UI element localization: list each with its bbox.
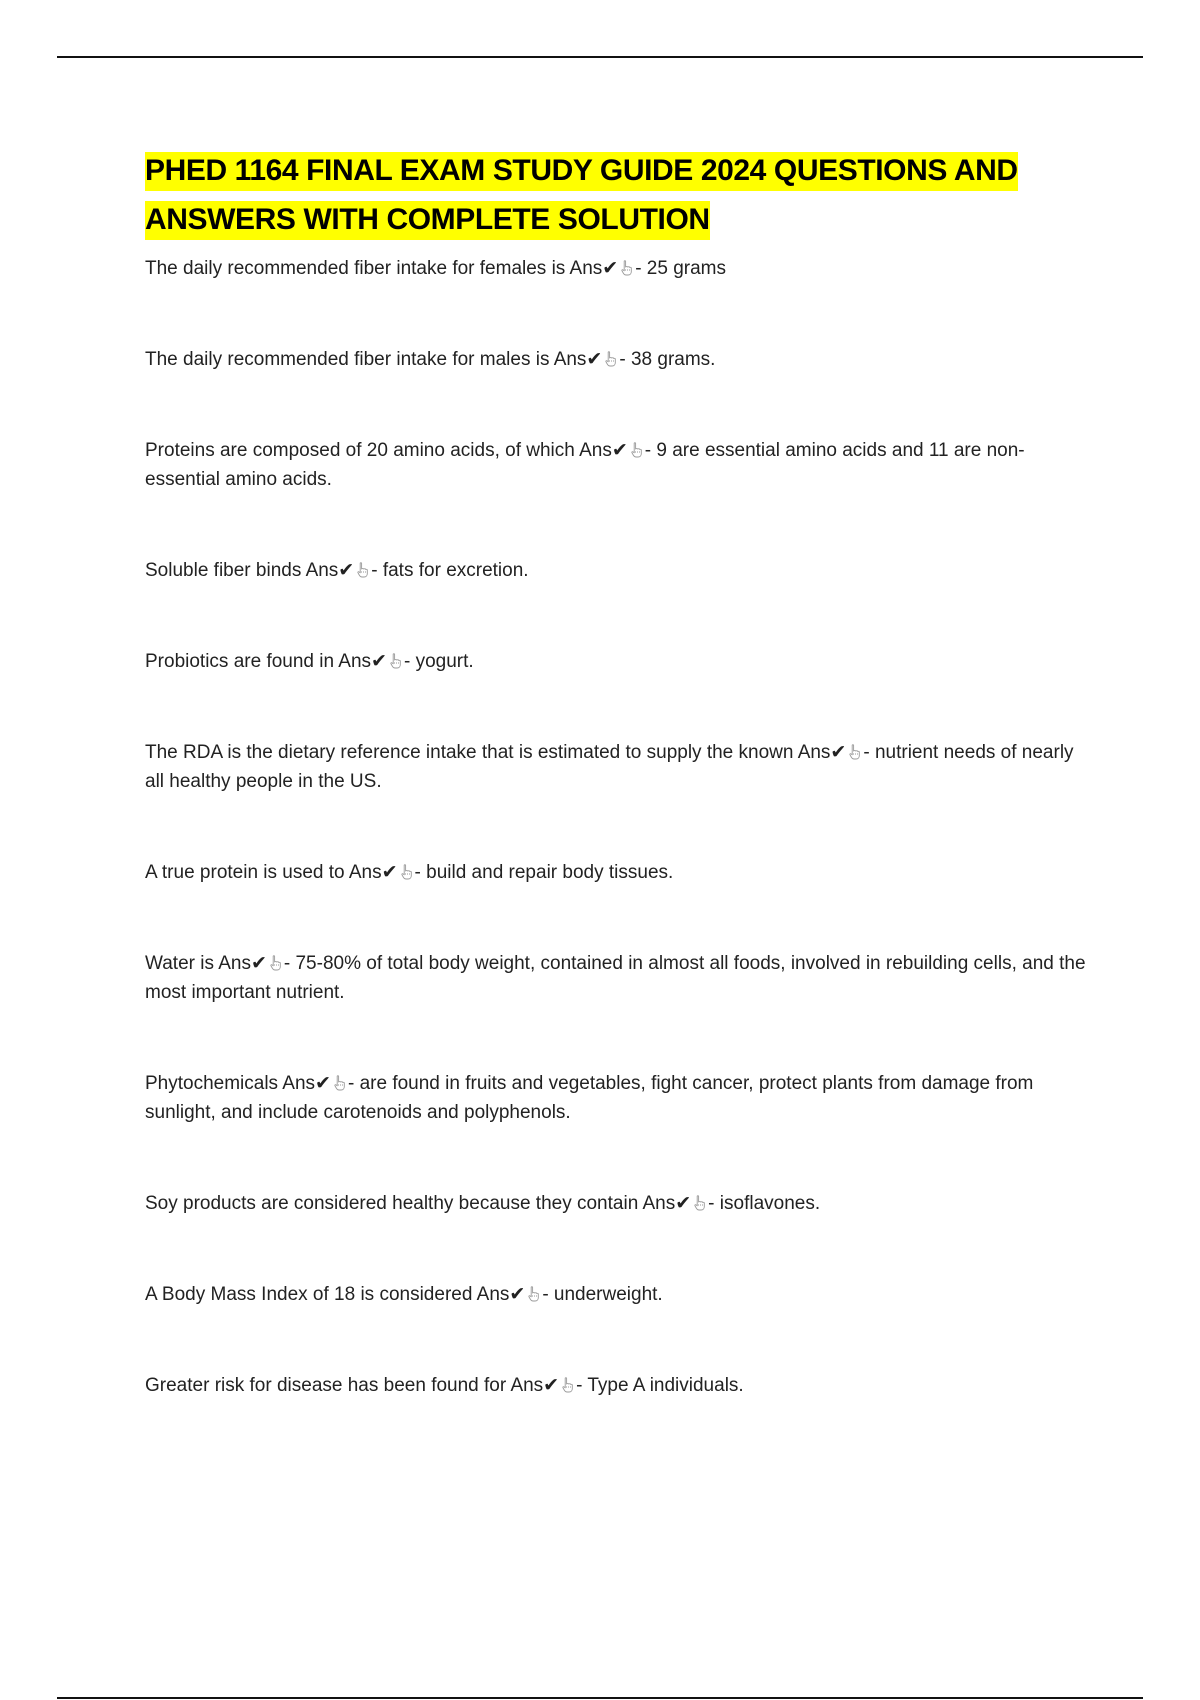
qa-item (145, 345, 1090, 374)
question-text: The RDA is the dietary reference intake that is estimated to supply the known (145, 742, 798, 763)
question-text: Soluble fiber binds (145, 560, 306, 581)
qa-item (145, 1189, 1090, 1218)
qa-item (145, 858, 1090, 887)
question-text: A true protein is used to (145, 862, 349, 883)
qa-item (145, 556, 1090, 585)
answer-text: - build and repair body tissues. (414, 862, 674, 883)
pointing-hand-icon (621, 260, 632, 276)
answer-marker: Ans✔ (642, 1193, 692, 1214)
pointing-hand-icon (270, 955, 281, 971)
document-body (145, 146, 1090, 1400)
qa-list (145, 254, 1090, 1400)
pointing-hand-icon (631, 442, 642, 458)
answer-marker: Ans✔ (797, 742, 847, 763)
qa-item (145, 647, 1090, 676)
page-title (145, 146, 1090, 244)
qa-item (145, 1280, 1090, 1309)
answer-text: - 75-80% of total body weight, contained in almost all foods, involved in rebuilding cells, and the most important nutrient. (145, 953, 1086, 1003)
answer-marker: Ans✔ (569, 258, 619, 279)
pointing-hand-icon (390, 653, 401, 669)
answer-text: - nutrient needs of nearly all healthy people in the US. (145, 742, 1074, 792)
answer-marker: Ans✔ (476, 1284, 526, 1305)
qa-item (145, 1371, 1090, 1400)
qa-item (145, 949, 1090, 1007)
question-text: Water is (145, 953, 219, 974)
answer-marker: Ans✔ (553, 349, 603, 370)
answer-text: - 9 are essential amino acids and 11 are non-essential amino acids. (145, 440, 1025, 490)
pointing-hand-icon (849, 744, 860, 760)
answer-marker: Ans✔ (510, 1375, 560, 1396)
question-text: The daily recommended fiber intake for females is (145, 258, 570, 279)
qa-item (145, 254, 1090, 283)
answer-marker: Ans✔ (338, 651, 387, 672)
question-text: Probiotics are found in (145, 651, 339, 672)
pointing-hand-icon (694, 1195, 705, 1211)
highlighted-title-text: PHED 1164 FINAL EXAM STUDY GUIDE 2024 QUESTIONS AND ANSWERS WITH COMPLETE SOLUTION (145, 152, 1018, 240)
answer-marker: Ans✔ (218, 953, 267, 974)
qa-item (145, 1069, 1090, 1127)
top-rule (57, 56, 1143, 58)
answer-text: - yogurt. (403, 651, 474, 672)
answer-text: - are found in fruits and vegetables, fight cancer, protect plants from damage from sunlight, and include carotenoids and polyphenols. (145, 1073, 1034, 1123)
answer-marker: Ans✔ (579, 440, 628, 461)
question-text: A Body Mass Index of 18 is considered (145, 1284, 477, 1305)
question-text: Proteins are composed of 20 amino acids, of which (145, 440, 580, 461)
pointing-hand-icon (401, 864, 412, 880)
pointing-hand-icon (605, 351, 616, 367)
pointing-hand-icon (528, 1286, 539, 1302)
question-text: Greater risk for disease has been found for (145, 1375, 511, 1396)
question-text: Soy products are considered healthy because they contain (145, 1193, 643, 1214)
answer-text: - isoflavones. (708, 1193, 821, 1214)
answer-marker: Ans✔ (305, 560, 355, 581)
answer-text: - 38 grams. (619, 349, 716, 370)
bottom-rule (57, 1697, 1143, 1699)
answer-text: - 25 grams (635, 258, 727, 279)
pointing-hand-icon (562, 1377, 573, 1393)
answer-text: - Type A individuals. (576, 1375, 744, 1396)
answer-marker: Ans✔ (348, 862, 398, 883)
qa-item (145, 738, 1090, 796)
answer-text: - underweight. (542, 1284, 663, 1305)
question-text: The daily recommended fiber intake for males is (145, 349, 554, 370)
answer-text: - fats for excretion. (371, 560, 529, 581)
pointing-hand-icon (334, 1075, 345, 1091)
qa-item (145, 436, 1090, 494)
answer-marker: Ans✔ (282, 1073, 331, 1094)
question-text: Phytochemicals (145, 1073, 283, 1094)
pointing-hand-icon (357, 562, 368, 578)
